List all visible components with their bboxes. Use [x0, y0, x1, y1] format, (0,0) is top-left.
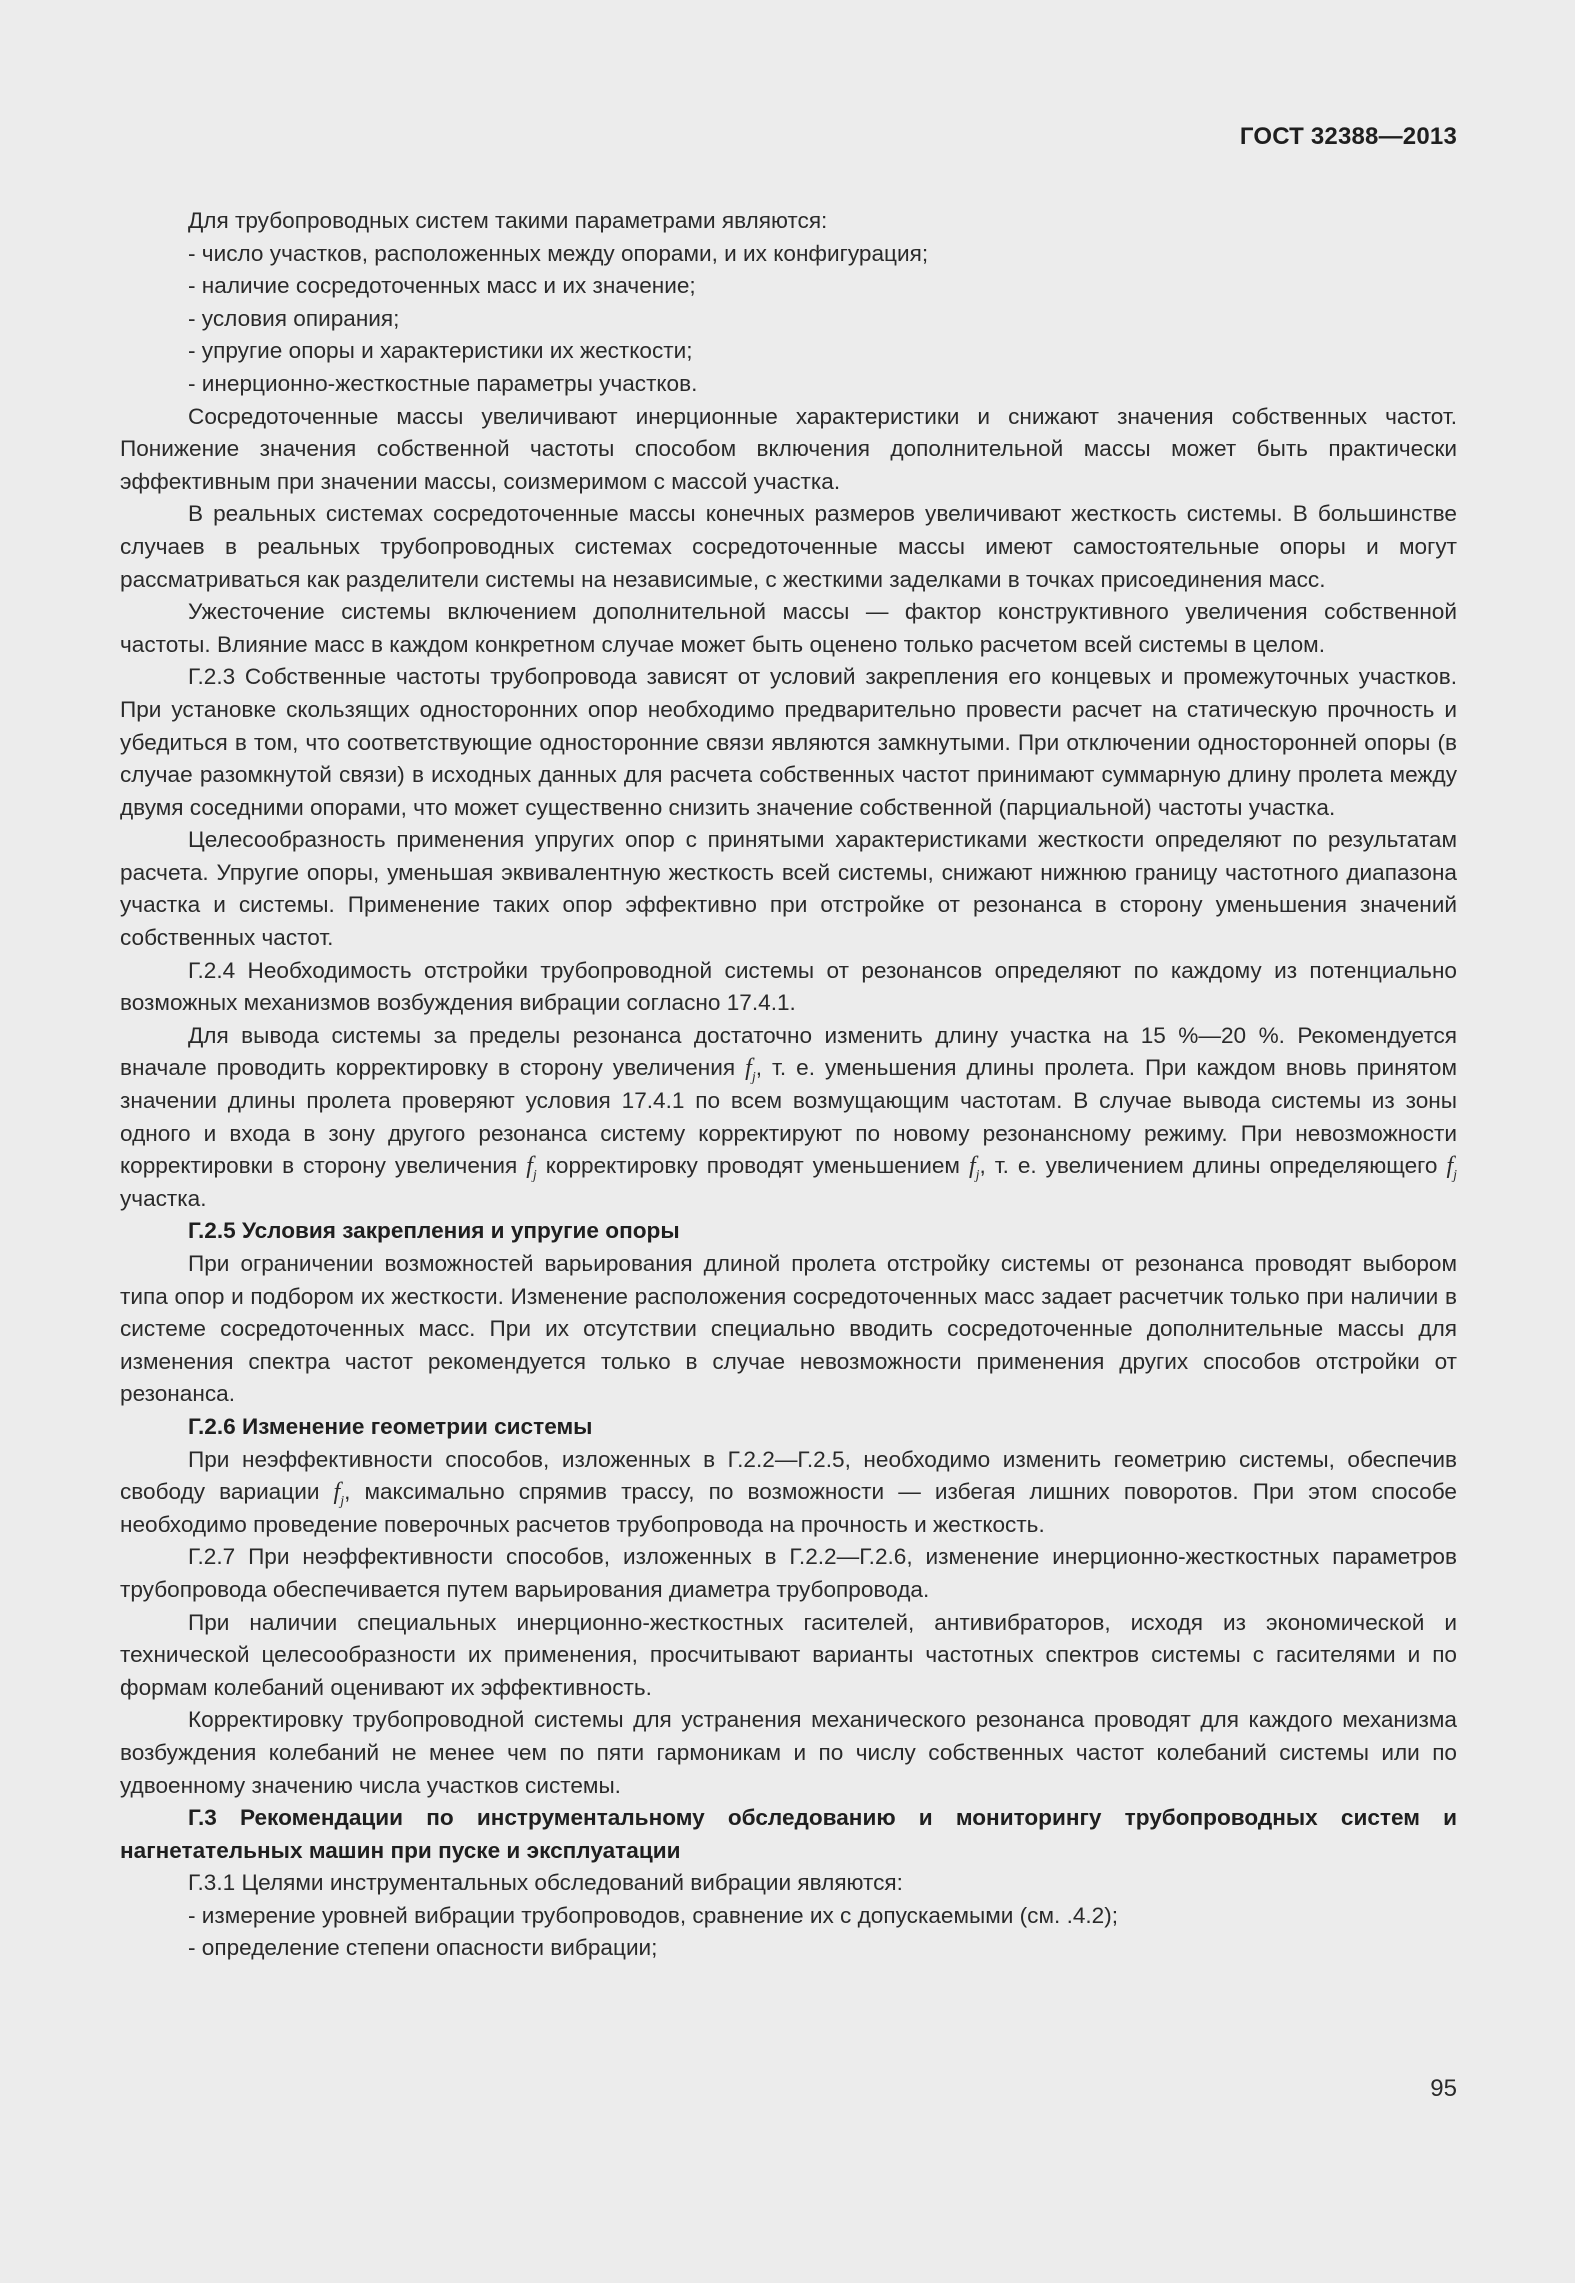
section-heading-g3: Г.3 Рекомендации по инструментальному обследованию и мониторингу трубопроводных систем и нагнетательных машин при пуске и эксплуатации — [120, 1805, 1457, 1863]
paragraph-g24: Г.2.4 Необходимость отстройки трубопроводной системы от резонансов определяют по каждому из потенциально возможных механизмов возбуждения вибрации согласно 17.4.1. — [120, 957, 1457, 1016]
section-heading-g25: Г.2.5 Условия закрепления и упругие опоры — [188, 1218, 680, 1244]
paragraph-resonance — [120, 1020, 1457, 1216]
paragraph-geometry — [120, 1444, 1457, 1542]
symbol-f-j: $f_j$ — [1446, 1153, 1457, 1184]
paragraph: Сосредоточенные массы увеличивают инерционные характеристики и снижают значения собственных частот. Понижение значения собственной частоты способом включения дополнительной массы может быть практически эффективным при значении массы, соизмеримом с массой участка. — [120, 403, 1457, 494]
paragraph: Ужесточение системы включением дополнительной массы — фактор конструктивного увеличения собственной частоты. Влияние масс в каждом конкретном случае может быть оценено только расчетом всей системы в целом. — [120, 599, 1457, 657]
list-item: - число участков, расположенных между опорами, и их конфигурация; — [188, 240, 929, 266]
symbol-f-j: $f_j$ — [526, 1153, 537, 1184]
page-number: 95 — [1430, 2075, 1457, 2102]
text-run: При неэффективности способов, изложенных в Г.2.2—Г.2.5, необходимо изменить геометрию системы, обеспечив свободу вариации — [120, 1446, 1457, 1505]
paragraph: Корректировку трубопроводной системы для устранения механического резонанса проводят для каждого механизма возбуждения колебаний не менее чем по пяти гармоникам и по числу собственных частот колебаний системы или по удвоенному значению числа участков системы. — [120, 1707, 1457, 1798]
list-item: - условия опирания; — [188, 305, 400, 331]
paragraph-g27: Г.2.7 При неэффективности способов, изложенных в Г.2.2—Г.2.6, изменение инерционно-жесткостных параметров трубопровода обеспечивается путем варьирования диаметра трубопровода. — [120, 1544, 1457, 1602]
text-run: , максимально спрямив трассу, по возможности — избегая лишних поворотов. При этом способе необходимо проведение поверочных расчетов трубопровода на прочность и жесткость. — [120, 1479, 1457, 1537]
paragraph: При наличии специальных инерционно-жесткостных гасителей, антивибраторов, исходя из экономической и технической целесообразности их применения, просчитывают варианты частотных спектров системы с гасителями и по формам колебаний оценивают их эффективность. — [120, 1609, 1457, 1700]
paragraph-intro: Для трубопроводных систем такими параметрами являются: — [188, 208, 828, 233]
symbol-f-j: $f_j$ — [745, 1055, 756, 1086]
page-body — [120, 205, 1457, 1965]
symbol-f-j: $f_j$ — [333, 1479, 345, 1509]
list-item: - измерение уровней вибрации трубопроводов, сравнение их с допускаемыми (см. .4.2); — [188, 1902, 1119, 1928]
section-heading-g26: Г.2.6 Изменение геометрии системы — [188, 1413, 593, 1439]
paragraph: Целесообразность применения упругих опор с принятыми характеристиками жесткости определяют по результатам расчета. Упругие опоры, уменьшая эквивалентную жесткость всей системы, снижают нижнюю границу частотного диапазона участка и системы. Применение таких опор эффективно при отстройке от резонанса в сторону уменьшения значений собственных частот. — [120, 827, 1457, 951]
list-item: - упругие опоры и характеристики их жесткости; — [188, 338, 693, 364]
list-item: - инерционно-жесткостные параметры участков. — [188, 370, 698, 396]
list-item: - определение степени опасности вибрации; — [188, 1935, 658, 1961]
text-run: , т. е. уменьшения длины пролета. При каждом вновь принятом значении длины пролета проверяют условия 17.4.1 по всем возмущающим частотам. В случае вывода системы из зоны одного и входа в зону другого резонанса систему корректируют по новому резонансному режиму. При невозможности корректировки в сторону увеличения — [120, 1055, 1458, 1179]
text-run: корректировку проводят уменьшением — [545, 1153, 960, 1179]
paragraph: При ограничении возможностей варьирования длиной пролета отстройку системы от резонанса проводят выбором типа опор и подбором их жесткости. Изменение расположения сосредоточенных масс задает расчетчик только при наличии в системе сосредоточенных масс. При их отсутствии специально вводить сосредоточенные дополнительные массы для изменения спектра частот рекомендуется только в случае невозможности применения других способов отстройки от резонанса. — [120, 1251, 1457, 1407]
text-run: Для вывода системы за пределы резонанса достаточно изменить длину участка на 15 %—20 %. Рекомендуется вначале проводить корректировку в сторону увеличения — [120, 1022, 1457, 1081]
list-item: - наличие сосредоточенных масс и их значение; — [188, 273, 696, 299]
symbol-f-j: $f_j$ — [968, 1153, 980, 1184]
text-run: , т. е. увеличением длины определяющего — [979, 1153, 1438, 1179]
text-run: участка. — [120, 1185, 207, 1211]
paragraph: В реальных системах сосредоточенные массы конечных размеров увеличивают жесткость системы. В большинстве случаев в реальных трубопроводных системах сосредоточенные массы имеют самостоятельные опоры и могут рассматриваться как разделители системы на независимые, с жесткими заделками в точках присоединения масс. — [120, 501, 1457, 592]
document-header: ГОСТ 32388—2013 — [1239, 123, 1457, 150]
paragraph-g23: Г.2.3 Собственные частоты трубопровода зависят от условий закрепления его концевых и промежуточных участков. При установке скользящих односторонних опор необходимо предварительно провести расчет на статическую прочность и убедиться в том, что соответствующие односторонние связи являются замкнутыми. При отключении односторонней опоры (в случае разомкнутой связи) в исходных данных для расчета собственных частот принимают суммарную длину пролета между двумя соседними опорами, что может существенно снизить значение собственной (парциальной) частоты участка. — [120, 664, 1457, 820]
paragraph-g31: Г.3.1 Целями инструментальных обследований вибрации являются: — [188, 1870, 903, 1896]
